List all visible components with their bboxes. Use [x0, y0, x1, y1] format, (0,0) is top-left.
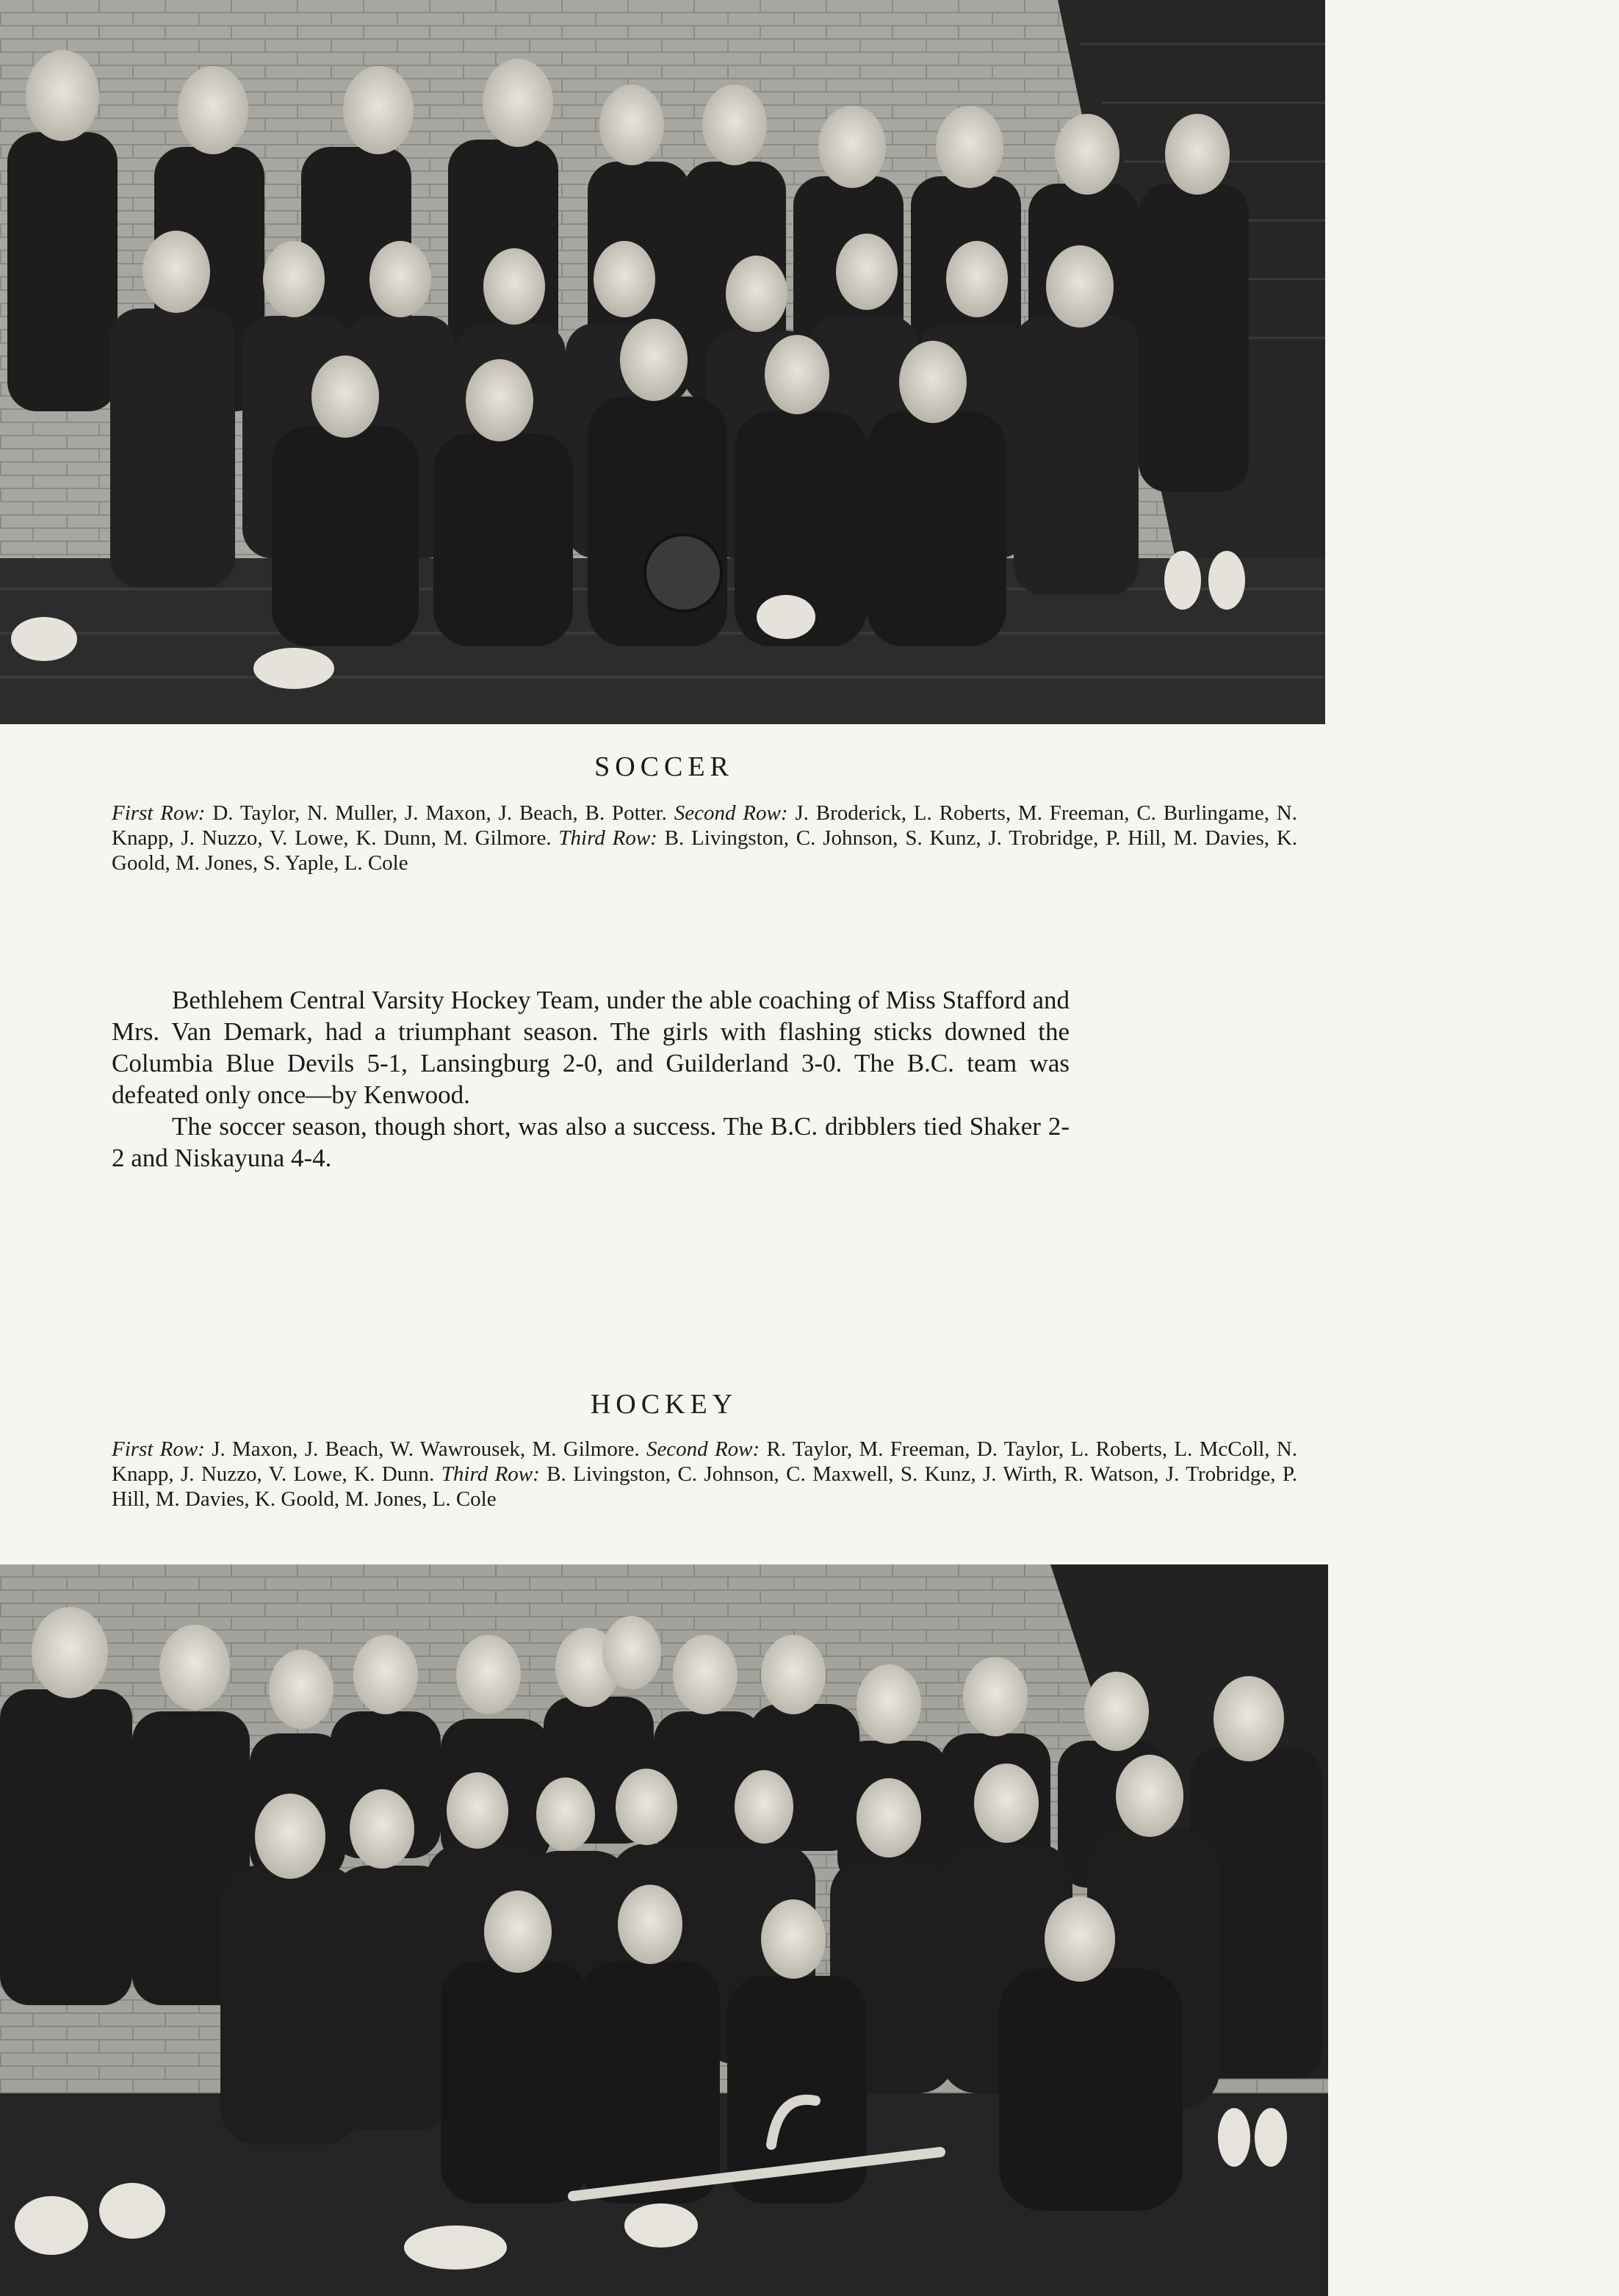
soccer-roster-caption [112, 801, 1297, 876]
soccer-second-row-label: Second Row: [674, 801, 788, 825]
hockey-roster-caption [112, 1437, 1297, 1512]
hockey-season-paragraph: Bethlehem Central Varsity Hockey Team, under the able coaching of Miss Stafford and Mrs. Van Demark, had a triumphant season. The girls with flashing sticks downed the Columbia Blue Devils 5-1, Lansingburg 2-0, and Guilderland 3-0. The B.C. team was defeated only once—by Kenwood. [112, 986, 1070, 1109]
hockey-second-row-label: Second Row: [646, 1437, 760, 1461]
hockey-third-row-names: B. Livingston, C. Johnson, C. Maxwell, S. Kunz, J. Wirth, R. Watson, J. Trobridge, P. Hill, M. Davies, K. Goold, M. Jones, L. Cole [112, 1462, 1297, 1511]
hockey-heading: HOCKEY [590, 1389, 738, 1420]
season-summary-text [112, 984, 1070, 1174]
hockey-third-row-label: Third Row: [441, 1462, 540, 1486]
hockey-second-row-names: R. Taylor, M. Freeman, D. Taylor, L. Roberts, L. McColl, N. Knapp, J. Nuzzo, V. Lowe, K. Dunn. [112, 1437, 1297, 1486]
soccer-third-row-label: Third Row: [558, 826, 657, 850]
hockey-team-photo [0, 1564, 1328, 2296]
soccer-second-row-names: J. Broderick, L. Roberts, M. Freeman, C. Burlingame, N. Knapp, J. Nuzzo, V. Lowe, K. Dunn, M. Gilmore. [112, 801, 1297, 850]
soccer-first-row-names: D. Taylor, N. Muller, J. Maxon, J. Beach, B. Potter. [205, 801, 674, 825]
soccer-third-row-names: B. Livingston, C. Johnson, S. Kunz, J. Trobridge, P. Hill, M. Davies, K. Goold, M. Jones, S. Yaple, L. Cole [112, 826, 1298, 875]
hockey-first-row-names: J. Maxon, J. Beach, W. Wawrousek, M. Gilmore. [204, 1437, 646, 1461]
hockey-first-row-label: First Row: [112, 1437, 205, 1461]
soccer-team-photo [0, 0, 1325, 724]
soccer-first-row-label: First Row: [112, 801, 206, 825]
soccer-season-paragraph: The soccer season, though short, was also a success. The B.C. dribblers tied Shaker 2-2 and Niskayuna 4-4. [112, 1112, 1070, 1172]
soccer-heading: SOCCER [594, 751, 734, 782]
